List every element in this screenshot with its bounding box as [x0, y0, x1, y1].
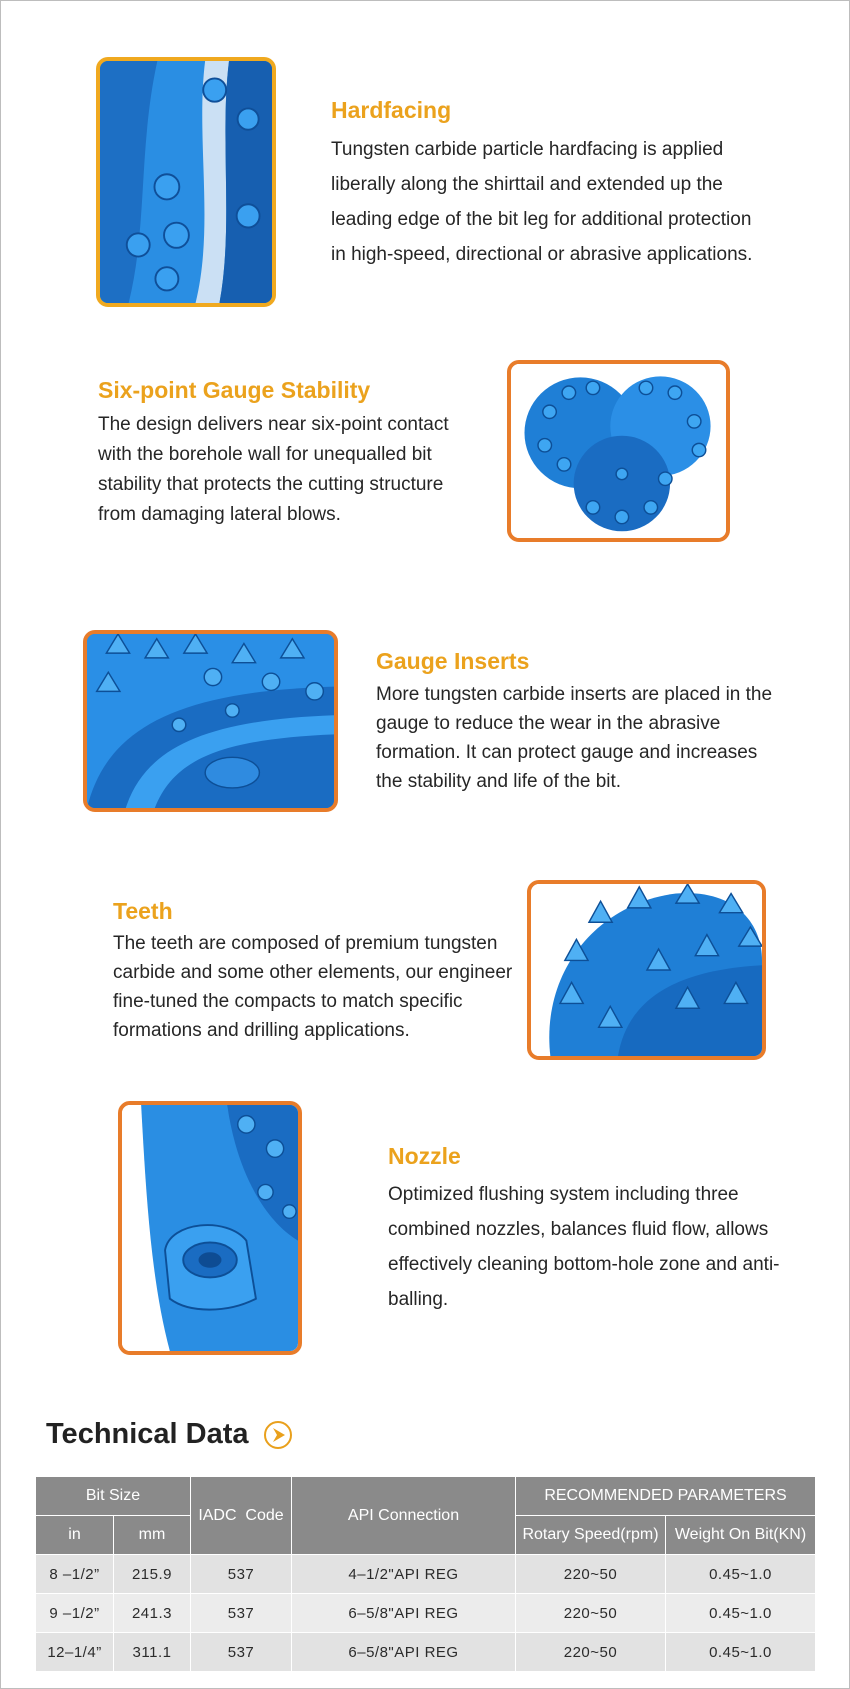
section-body-nozzle: Optimized flushing system including three combined nozzles, balances fluid flow, allows effectively cleaning bottom-hole zone and anti-balling. [388, 1184, 780, 1310]
header-recommended-parameters: RECOMMENDED PARAMETERS [516, 1477, 816, 1516]
section-title-gauge-inserts: Gauge Inserts [376, 648, 530, 674]
cell-in: 8 –1/2” [36, 1555, 114, 1594]
technical-data-table [35, 1476, 816, 1672]
header-rotary-speed: Rotary Speed(rpm) [516, 1516, 666, 1555]
cell-iadc: 537 [191, 1633, 292, 1672]
table-row [36, 1555, 816, 1594]
header-weight-on-bit: Weight On Bit(KN) [666, 1516, 816, 1555]
section-title-six-point: Six-point Gauge Stability [98, 377, 371, 403]
header-bit-size: Bit Size [36, 1477, 191, 1516]
cell-in: 9 –1/2” [36, 1594, 114, 1633]
six-point-photo [507, 360, 730, 542]
section-title-nozzle: Nozzle [388, 1143, 461, 1169]
hardfacing-photo [96, 57, 276, 307]
cell-weight: 0.45~1.0 [666, 1633, 816, 1672]
nozzle-photo [118, 1101, 302, 1355]
technical-data-title: Technical Data [46, 1418, 249, 1450]
cell-rotary: 220~50 [516, 1594, 666, 1633]
cell-mm: 241.3 [114, 1594, 191, 1633]
arrow-right-circle-icon [263, 1420, 293, 1450]
cell-rotary: 220~50 [516, 1555, 666, 1594]
header-api-connection: API Connection [292, 1477, 516, 1555]
header-mm: mm [114, 1516, 191, 1555]
section-body-teeth: The teeth are composed of premium tungsten carbide and some other elements, our engineer fine-tuned the compacts to match specific formations and drilling applications. [113, 933, 513, 1041]
cell-api: 6–5/8"API REG [292, 1594, 516, 1633]
section-body-gauge-inserts: More tungsten carbide inserts are placed in the gauge to reduce the wear in the abrasive formation. It can protect gauge and increases the stability and life of the bit. [376, 684, 773, 792]
cell-rotary: 220~50 [516, 1633, 666, 1672]
cell-weight: 0.45~1.0 [666, 1594, 816, 1633]
gauge-inserts-photo [83, 630, 338, 812]
header-in: in [36, 1516, 114, 1555]
cell-iadc: 537 [191, 1594, 292, 1633]
section-title-teeth: Teeth [113, 898, 173, 924]
section-title-hardfacing: Hardfacing [331, 97, 452, 123]
cell-iadc: 537 [191, 1555, 292, 1594]
section-body-six-point: The design delivers near six-point contact with the borehole wall for unequalled bit stability that protects the cutting structure from damaging lateral blows. [98, 414, 449, 525]
cell-mm: 311.1 [114, 1633, 191, 1672]
teeth-photo [527, 880, 766, 1060]
cell-in: 12–1/4” [36, 1633, 114, 1672]
cell-mm: 215.9 [114, 1555, 191, 1594]
header-iadc-code: IADC Code [191, 1477, 292, 1555]
section-body-hardfacing: Tungsten carbide particle hardfacing is applied liberally along the shirttail and extended up the leading edge of the bit leg for additional protection in high-speed, directional or abrasive applications. [331, 139, 753, 265]
cell-weight: 0.45~1.0 [666, 1555, 816, 1594]
cell-api: 6–5/8"API REG [292, 1633, 516, 1672]
table-row [36, 1594, 816, 1633]
table-row [36, 1633, 816, 1672]
cell-api: 4–1/2"API REG [292, 1555, 516, 1594]
